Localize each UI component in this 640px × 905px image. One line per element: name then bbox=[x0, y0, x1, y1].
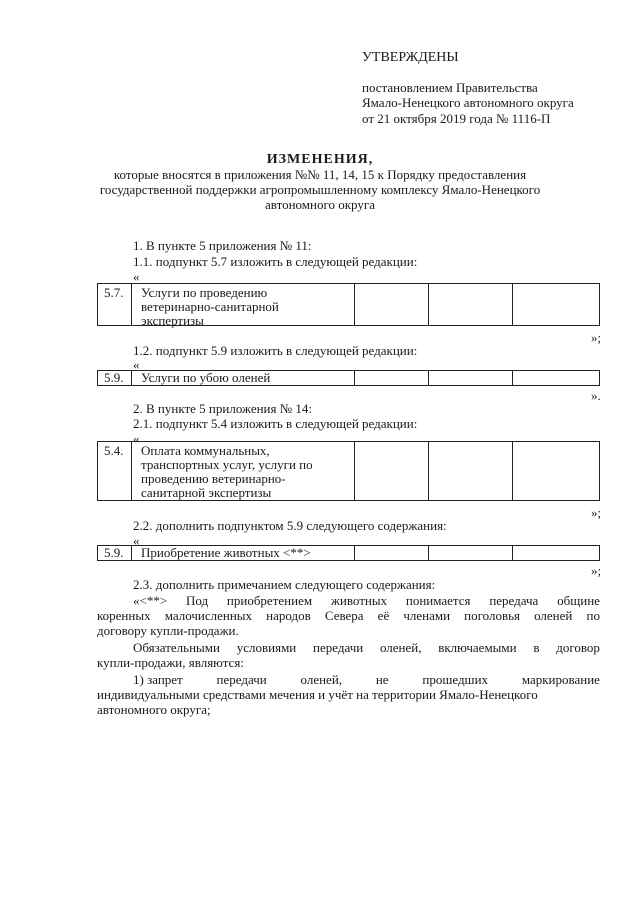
row-text-line-2: транспортных услуг, услуги по bbox=[141, 457, 313, 472]
decree-line-2: Ямало-Ненецкого автономного округа bbox=[362, 95, 574, 110]
row-text-line-1: Услуги по убою оленей bbox=[141, 370, 271, 385]
paragraph-2-3: 2.3. дополнить примечанием следующего содержания: bbox=[133, 577, 436, 592]
paragraph-1-1: 1.1. подпункт 5.7 изложить в следующей редакции: bbox=[133, 254, 418, 269]
row-text-line-2: ветеринарно-санитарной bbox=[141, 299, 279, 314]
conditions-line-1: Обязательными условиями передачи оленей, включаемыми в договор bbox=[133, 640, 600, 655]
item-1-line-2: индивидуальными средствами мечения и учёт на территории Ямало-Ненецкого bbox=[97, 687, 538, 702]
note-line-3: договору купли-продажи. bbox=[97, 623, 239, 638]
row-text-line-3: проведению ветеринарно- bbox=[141, 471, 286, 486]
row-text-line-3: экспертизы bbox=[141, 313, 204, 328]
quote-open-3: « bbox=[133, 431, 140, 446]
paragraph-1: 1. В пункте 5 приложения № 11: bbox=[133, 238, 312, 253]
conditions-line-2: купли-продажи, являются: bbox=[97, 655, 244, 670]
paragraph-2: 2. В пункте 5 приложения № 14: bbox=[133, 401, 312, 416]
row-text-line-1: Приобретение животных <**> bbox=[141, 545, 311, 560]
quote-close-1: »; bbox=[591, 330, 602, 345]
quote-open-4: « bbox=[133, 533, 140, 548]
row-text-line-4: санитарной экспертизы bbox=[141, 485, 272, 500]
item-1-line-3: автономного округа; bbox=[97, 702, 211, 717]
document-title: ИЗМЕНЕНИЯ, bbox=[266, 152, 374, 167]
approved-heading: УТВЕРЖДЕНЫ bbox=[362, 50, 459, 65]
quote-open-2: « bbox=[133, 357, 140, 372]
row-text-line-1: Услуги по проведению bbox=[141, 285, 268, 300]
quote-close-4: »; bbox=[591, 563, 602, 578]
note-line-2: коренных малочисленных народов Севера её членами поголовья оленей по bbox=[97, 608, 600, 623]
table-row-5-7 bbox=[97, 283, 600, 326]
row-number: 5.9. bbox=[104, 370, 124, 385]
quote-close-3: »; bbox=[591, 505, 602, 520]
decree-line-3: от 21 октября 2019 года № 1116-П bbox=[362, 111, 551, 126]
paragraph-2-1: 2.1. подпункт 5.4 изложить в следующей редакции: bbox=[133, 416, 418, 431]
quote-close-2: ». bbox=[591, 388, 601, 403]
row-number: 5.7. bbox=[104, 285, 124, 300]
subtitle-line-3: автономного округа bbox=[265, 197, 375, 212]
table-row-5-9 bbox=[97, 370, 600, 386]
table-row-5-9-new bbox=[97, 545, 600, 561]
paragraph-1-2: 1.2. подпункт 5.9 изложить в следующей редакции: bbox=[133, 343, 418, 358]
paragraph-2-2: 2.2. дополнить подпунктом 5.9 следующего содержания: bbox=[133, 518, 447, 533]
table-row-5-4 bbox=[97, 441, 600, 501]
decree-line-1: постановлением Правительства bbox=[362, 80, 538, 95]
item-1-line-1: 1) запрет передачи оленей, не прошедших маркирование bbox=[133, 672, 600, 687]
row-number: 5.9. bbox=[104, 545, 124, 560]
quote-open-1: « bbox=[133, 269, 140, 284]
subtitle-line-2: государственной поддержки агропромышленному комплексу Ямало-Ненецкого bbox=[99, 182, 541, 197]
subtitle-line-1: которые вносятся в приложения №№ 11, 14, 15 к Порядку предоставления bbox=[113, 167, 527, 182]
note-line-1: «<**> Под приобретением животных понимается передача общине bbox=[133, 593, 600, 608]
row-number: 5.4. bbox=[104, 443, 124, 458]
row-text-line-1: Оплата коммунальных, bbox=[141, 443, 270, 458]
